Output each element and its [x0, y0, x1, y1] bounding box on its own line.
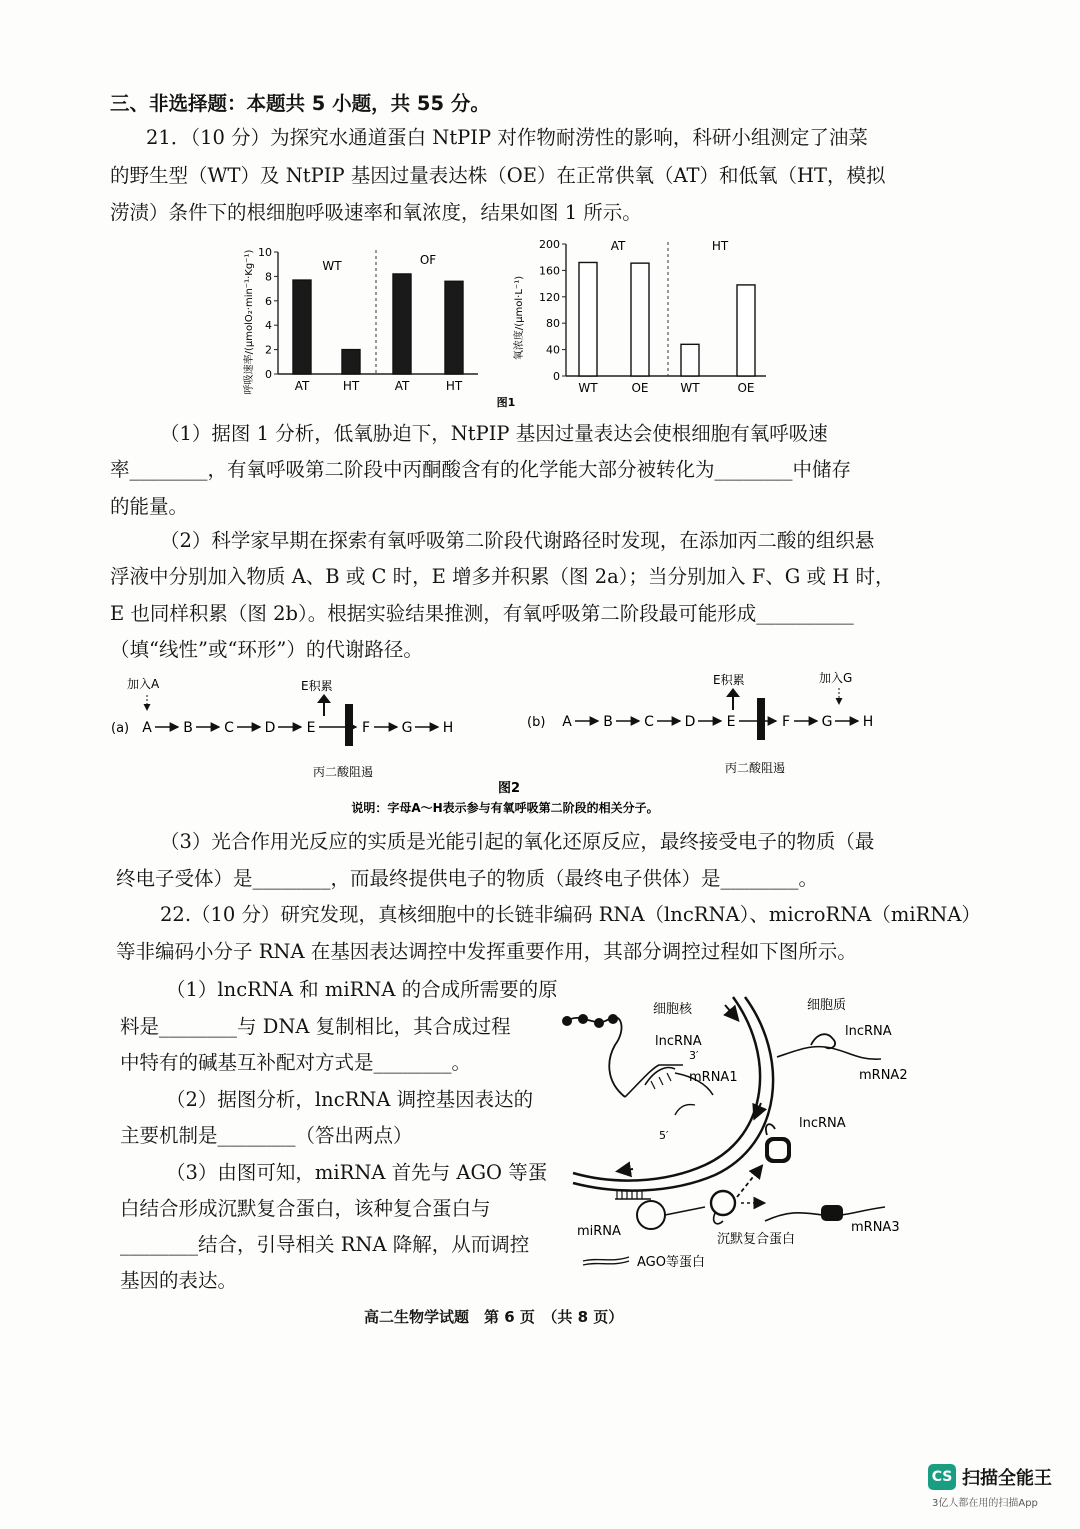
pathway-a-molecule-a: A — [142, 720, 152, 736]
q22-sub3-line-3: ________结合，引导相关 RNA 降解，从而调控 — [120, 1233, 530, 1256]
pathway-a-molecule-h: H — [442, 720, 454, 736]
malonate-block-b — [757, 698, 765, 740]
chart2-y-tick-label-1: 40 — [546, 343, 560, 357]
q22-sub3-line-4: 基因的表达。 — [120, 1269, 238, 1292]
rna-regulation-diagram — [555, 985, 935, 1275]
pathway-a-molecule-e: E — [306, 720, 316, 736]
five-prime-label: 5′ — [659, 1129, 669, 1142]
pathway-a-molecule-d: D — [264, 720, 276, 736]
chart1-bar-3 — [445, 281, 463, 374]
chart2-group-label-ht: HT — [711, 239, 729, 253]
chart1-y-tick-label-2: 4 — [265, 319, 272, 333]
lncrna-complex-label: lncRNA — [799, 1116, 846, 1131]
malonate-block-label-b: 丙二酸阻遏 — [725, 761, 786, 775]
chart1-x-label-3: HT — [445, 379, 463, 393]
q22-sub1-line-2: 料是________与 DNA 复制相比，其合成过程 — [120, 1015, 511, 1038]
pathway-b-molecule-h: H — [862, 714, 874, 730]
silencing-complex-label: 沉默复合蛋白 — [717, 1232, 796, 1247]
mrna2-label: mRNA2 — [859, 1068, 908, 1083]
pathway-a — [111, 676, 453, 779]
chart1-y-axis-label: 呼吸速率/(μmolO₂·min⁻¹·Kg⁻¹) — [244, 249, 255, 395]
add-a-label: 加入A — [127, 677, 160, 691]
mrna3-label: mRNA3 — [851, 1220, 900, 1235]
page-footer: 高二生物学试题 第 6 页 （共 8 页） — [364, 1308, 624, 1326]
figure-2 — [105, 668, 905, 818]
q21-sub2-line-2: 浮液中分别加入物质 A、B 或 C 时，E 增多并积累（图 2a）；当分别加入 F、G 或 H 时， — [110, 565, 895, 588]
figure-1 — [236, 232, 796, 412]
three-prime-label: 3′ — [689, 1049, 699, 1062]
cytoplasm-label: 细胞质 — [807, 998, 847, 1013]
q22-sub2-line-2: 主要机制是________（答出两点） — [120, 1124, 413, 1147]
chart2-bar-2 — [681, 344, 699, 376]
pathway-a-molecule-b: B — [183, 720, 193, 736]
ago-protein-icon — [583, 1257, 629, 1261]
pathway-a-label: (a) — [111, 721, 130, 736]
e-accumulate-label-a: E积累 — [301, 679, 333, 693]
silencing-complex-icon — [711, 1191, 735, 1224]
e-up-arrow-b — [726, 688, 740, 710]
chart2-bar-1 — [631, 263, 649, 376]
chart1-y-tick-label-1: 2 — [265, 343, 272, 357]
lncrna-nucleus-label: lncRNA — [655, 1034, 702, 1049]
chart1-bar-0 — [293, 280, 311, 374]
pathway-b-molecule-c: C — [644, 714, 654, 730]
q21-sub3-line-2: 终电子受体）是________，而最终提供电子的物质（最终电子供体）是________。 — [116, 867, 819, 890]
nuclear-envelope-inner — [573, 997, 773, 1191]
oxygen-concentration-chart — [512, 238, 766, 395]
pathway-b-label: (b) — [527, 715, 546, 730]
chromatin-icon — [562, 1014, 625, 1097]
pathway-b-molecule-a: A — [562, 714, 572, 730]
q21-sub1-line-2: 率________，有氧呼吸第二阶段中丙酮酸含有的化学能大部分被转化为________中储存 — [110, 458, 852, 481]
lncrna-strand-nucleus — [625, 1065, 683, 1097]
pathway-b — [527, 670, 873, 775]
chart1-x-label-0: AT — [294, 379, 310, 393]
pathway-b-molecule-d: D — [684, 714, 696, 730]
camscanner-logo-icon: CS — [928, 1464, 956, 1490]
nucleus-label: 细胞核 — [653, 1002, 693, 1017]
chart2-y-tick-label-3: 120 — [539, 290, 560, 304]
figure-1-caption: 图1 — [496, 396, 516, 409]
chart2-group-label-at: AT — [610, 239, 626, 253]
ago-protein-label: AGO等蛋白 — [637, 1255, 705, 1270]
mirna-ago-icon — [615, 1191, 705, 1229]
q22-sub2-line-1: （2）据图分析，lncRNA 调控基因表达的 — [166, 1088, 534, 1111]
scanner-watermark — [928, 1464, 1052, 1509]
chart1-y-tick-label-3: 6 — [265, 294, 272, 308]
e-accumulate-label-b: E积累 — [713, 673, 745, 687]
chart1-y-tick-label-4: 8 — [265, 270, 272, 284]
pathway-a-molecule-f: F — [361, 720, 371, 736]
e-up-arrow-a — [317, 694, 331, 716]
chart2-x-label-0: WT — [578, 381, 598, 395]
lncrna-complex-icon — [765, 1124, 791, 1163]
figure-2-caption: 图2 — [497, 781, 521, 796]
pathway-b-molecule-g: G — [821, 714, 833, 730]
chart1-y-tick-label-5: 10 — [258, 246, 272, 259]
respiration-rate-chart — [242, 246, 478, 394]
section-heading: 三、非选择题：本题共 5 小题，共 55 分。 — [110, 92, 490, 115]
camscanner-tagline: 3亿人都在用的扫描App — [932, 1498, 1038, 1509]
q21-sub3-line-1: （3）光合作用光反应的实质是光能引起的氧化还原反应，最终接受电子的物质（最 — [160, 830, 875, 853]
q22-line-1: 22.（10 分）研究发现，真核细胞中的长链非编码 RNA（lncRNA）、microRNA（miRNA） — [160, 903, 981, 926]
pathway-b-molecule-b: B — [603, 714, 613, 730]
q22-line-2: 等非编码小分子 RNA 在基因表达调控中发挥重要作用，其部分调控过程如下图所示。 — [116, 940, 857, 963]
q21-line-3: 涝渍）条件下的根细胞呼吸速率和氧浓度，结果如图 1 所示。 — [110, 201, 642, 224]
pathway-b-molecule-e: E — [726, 714, 736, 730]
chart2-x-label-2: WT — [680, 381, 700, 395]
camscanner-app-name: 扫描全能王 — [962, 1468, 1052, 1489]
q21-sub2-line-3: E 也同样积累（图 2b）。根据实验结果推测，有氧呼吸第二阶段最可能形成__________ — [110, 602, 854, 625]
q22-sub3-line-2: 白结合形成沉默复合蛋白，该种复合蛋白与 — [120, 1197, 491, 1220]
q22-sub3-line-1: （3）由图可知，miRNA 首先与 AGO 等蛋 — [166, 1161, 548, 1184]
chart1-bar-2 — [393, 274, 411, 374]
chart2-bar-3 — [737, 285, 755, 376]
malonate-block-a — [345, 704, 353, 746]
q21-sub1-line-3: 的能量。 — [110, 495, 189, 518]
chart1-x-label-2: AT — [394, 379, 410, 393]
q21-line-2: 的野生型（WT）及 NtPIP 基因过量表达株（OE）在正常供氧（AT）和低氧（HT，模拟 — [110, 164, 886, 187]
q22-sub1-line-1: （1）lncRNA 和 miRNA 的合成所需要的原 — [166, 978, 558, 1001]
figure-2-note: 说明：字母A～H表示参与有氧呼吸第二阶段的相关分子。 — [351, 801, 659, 815]
chart2-y-axis-label: 氧浓度/(μmol·L⁻¹) — [514, 275, 525, 361]
chart2-x-label-1: OE — [631, 381, 649, 395]
chart1-group-label-wt: WT — [322, 259, 342, 273]
chart1-bar-1 — [342, 350, 360, 374]
add-g-label: 加入G — [819, 671, 853, 685]
chart1-x-label-1: HT — [342, 379, 360, 393]
chart2-y-tick-label-2: 80 — [546, 317, 560, 331]
q21-sub2-line-4: （填“线性”或“环形”）的代谢路径。 — [110, 638, 423, 661]
q21-sub2-line-1: （2）科学家早期在探索有氧呼吸第二阶段代谢路径时发现，在添加丙二酸的组织悬 — [160, 529, 875, 552]
chart2-y-tick-label-4: 160 — [539, 264, 560, 278]
pathway-b-molecule-f: F — [781, 714, 791, 730]
malonate-block-label-a: 丙二酸阻遏 — [313, 765, 374, 779]
lncrna-cytoplasm-label: lncRNA — [845, 1024, 892, 1039]
mrna3-complex-icon — [821, 1205, 843, 1221]
chart2-y-tick-label-5: 200 — [539, 238, 560, 251]
mrna1-label: mRNA1 — [689, 1070, 738, 1085]
pathway-a-molecule-c: C — [224, 720, 234, 736]
chart1-group-label-of: OF — [419, 253, 437, 267]
chart1-y-tick-label-0: 0 — [265, 368, 272, 381]
chart2-y-tick-label-0: 0 — [553, 370, 560, 383]
q21-line-1: 21．（10 分）为探究水通道蛋白 NtPIP 对作物耐涝性的影响，科研小组测定了油菜 — [146, 126, 868, 149]
pathway-a-molecule-g: G — [401, 720, 413, 736]
q21-sub1-line-1: （1）据图 1 分析，低氧胁迫下，NtPIP 基因过量表达会使根细胞有氧呼吸速 — [160, 422, 828, 445]
chart2-x-label-3: OE — [737, 381, 755, 395]
mirna-label: miRNA — [577, 1224, 621, 1239]
q22-sub1-line-3: 中特有的碱基互补配对方式是________。 — [120, 1051, 472, 1074]
chart2-bar-0 — [579, 262, 597, 376]
